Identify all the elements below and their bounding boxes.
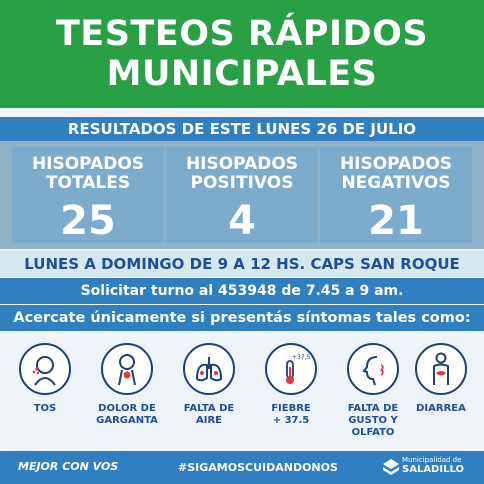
lungs-icon — [191, 351, 227, 387]
svg-text:+37,5°: +37,5° — [292, 354, 314, 361]
symptom-diarrea — [402, 343, 480, 415]
symptom-aire — [170, 343, 248, 427]
stomach-icon — [423, 351, 459, 387]
smell-icon — [355, 351, 391, 387]
symptom-label: DOLOR DE GARGANTA — [96, 403, 158, 426]
stat-label-3: HISOPADOS NEGATIVOS — [339, 154, 453, 193]
hashtag: #SIGAMOSCUIDANDONOS — [178, 461, 338, 474]
stat-value-totales: 25 — [60, 198, 116, 244]
symptom-olfato — [334, 343, 412, 439]
symptom-garganta — [88, 343, 166, 427]
symptom-label: DIARREA — [416, 403, 466, 414]
hours-bar: LUNES A DOMINGO DE 9 A 12 HS. CAPS SAN ROQUE — [0, 251, 484, 277]
symptoms-title: Acercate únicamente si presentás síntomas tales como: — [0, 305, 484, 331]
symptoms-panel — [0, 331, 484, 451]
cough-icon — [27, 351, 63, 387]
title-line-1: TESTEOS RÁPIDOS — [55, 14, 429, 54]
stat-value-negativos: 21 — [368, 198, 424, 244]
brand-slogan: MEJOR CON VOS — [18, 460, 119, 473]
symptom-fiebre — [252, 343, 330, 427]
stat-totales — [12, 147, 164, 243]
turno-bar: Solicitar turno al 453948 de 7.45 a 9 am. — [0, 278, 484, 304]
municipal-logo-icon — [382, 458, 400, 478]
header-banner — [0, 0, 484, 108]
stat-positivos — [166, 147, 318, 243]
footer — [0, 451, 484, 484]
title-line-2: MUNICIPALES — [106, 54, 378, 94]
date-bar: RESULTADOS DE ESTE LUNES 26 DE JULIO — [0, 117, 484, 141]
sore-throat-icon — [109, 351, 145, 387]
symptom-label: FALTA DE GUSTO Y OLFATO — [347, 403, 399, 438]
thermometer-icon — [273, 351, 314, 387]
symptom-label: FIEBRE + 37.5 — [271, 403, 311, 426]
symptom-label: FALTA DE AIRE — [183, 403, 235, 426]
stat-label-2: HISOPADOS POSITIVOS — [185, 154, 299, 193]
stat-label-1: HISOPADOS TOTALES — [31, 154, 145, 193]
stats-panel — [0, 141, 484, 249]
municipality-name: Municipalidad de SALADILLO — [402, 456, 464, 475]
stat-value-positivos: 4 — [228, 198, 256, 244]
symptom-tos — [6, 343, 84, 415]
symptom-label: TOS — [33, 403, 57, 414]
stat-negativos — [320, 147, 472, 243]
